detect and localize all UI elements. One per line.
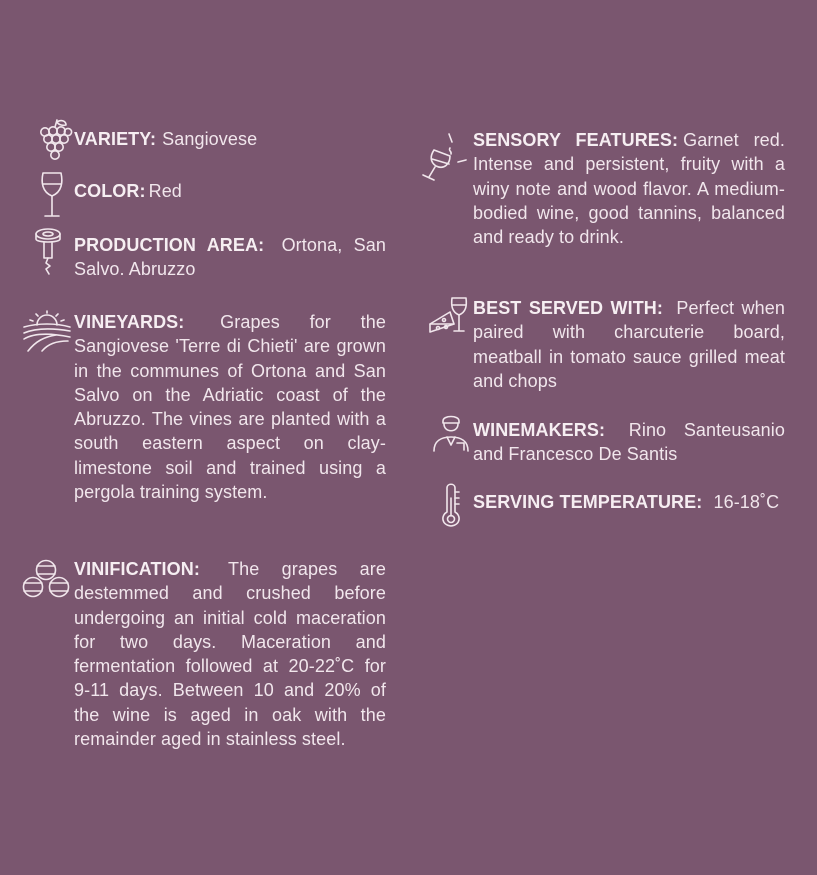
- winemakers-value: Rino Santeusanio and Francesco De Santis: [473, 420, 785, 465]
- production-area-value: Ortona, San Salvo. Abruzzo: [74, 235, 386, 280]
- barrels-icon: [22, 559, 70, 599]
- cheese-wine-icon: [428, 296, 470, 338]
- winemakers-label: WINEMAKERS:: [473, 420, 606, 440]
- best-served-value: Perfect when paired with charcuterie board, meatball in tomato sauce grilled meat and chops: [473, 298, 785, 391]
- wine-glass-icon: [40, 172, 64, 218]
- best-served-label: BEST SERVED WITH:: [473, 298, 663, 318]
- vinification-label: VINIFICATION:: [74, 559, 200, 579]
- winemaker-icon: [432, 413, 470, 453]
- color-value: Red: [148, 181, 182, 201]
- serving-temp-label: SERVING TEMPERATURE:: [473, 492, 703, 512]
- vineyard-sun-icon: [22, 311, 72, 353]
- sensory-value: Garnet red. Intense and persistent, fruity with a winy note and wood flavor. A medium-bodied wine, good tannins, balanced and ready to drink.: [473, 130, 785, 248]
- serving-temp-value: 16-18˚C: [713, 492, 780, 512]
- thermometer-icon: [438, 482, 464, 528]
- variety-label: VARIETY:: [74, 129, 157, 149]
- variety-value: Sangiovese: [162, 129, 258, 149]
- sensory-label: SENSORY FEATURES:: [473, 130, 679, 150]
- vinification-value: The grapes are destemmed and crushed before undergoing an initial cold maceration for two days. Maceration and fermentation followed at 20-22˚C for 9-11 days. Between 10 and 20% of the wine is aged in oak with the remainder aged in stainless steel.: [74, 559, 386, 750]
- production-area-label: PRODUCTION AREA:: [74, 235, 265, 255]
- grape-icon: [38, 118, 72, 160]
- color-label: COLOR:: [74, 181, 146, 201]
- vineyards-value: Grapes for the Sangiovese 'Terre di Chieti' are grown in the communes of Ortona and San Salvo on the Adriatic coast of the Abruzzo. The vines are planted with a south eastern aspect on clay-limestone soil and trained using a pergola training system.: [74, 312, 386, 503]
- vineyards-label: VINEYARDS:: [74, 312, 185, 332]
- pouring-glass-icon: [420, 132, 468, 182]
- corkscrew-icon: [34, 226, 62, 276]
